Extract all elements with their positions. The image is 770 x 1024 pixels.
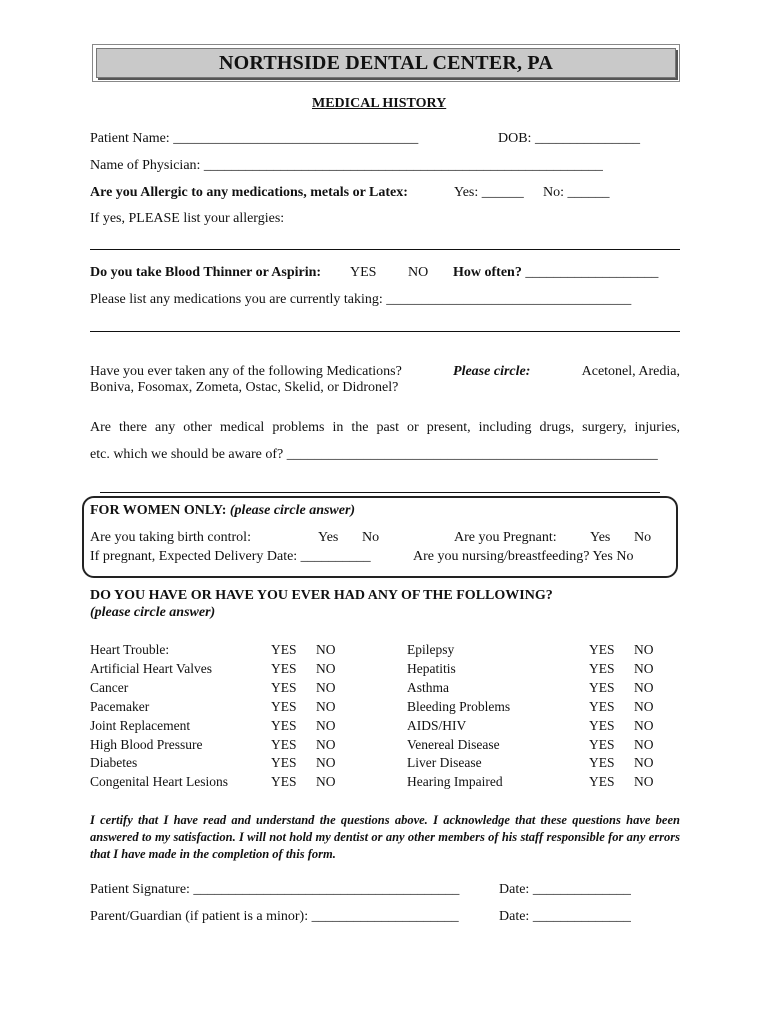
condition-no[interactable]: NO [316, 755, 336, 771]
women-only-heading [90, 503, 355, 519]
condition-label: Bleeding Problems [407, 698, 511, 714]
condition-yes[interactable]: YES [589, 717, 615, 733]
blood-thinner-no[interactable]: NO [408, 265, 429, 280]
condition-no[interactable]: NO [316, 660, 336, 676]
condition-label: Epilepsy [407, 642, 455, 657]
condition-yes[interactable]: YES [589, 736, 615, 752]
condition-yes[interactable]: YES [589, 774, 615, 790]
condition-yes[interactable]: YES [589, 679, 615, 695]
medications-options-2[interactable]: Boniva, Fosomax, Zometa, Ostac, Skelid, or Didronel? [90, 380, 399, 395]
allergy-question: Are you Allergic to any medications, metals or Latex: [90, 185, 408, 200]
condition-yes[interactable]: YES [589, 755, 615, 771]
condition-label: Asthma [407, 679, 449, 695]
medications-question-text: Have you ever taken any of the following Medications? [90, 364, 402, 379]
pregnant-question: Are you Pregnant: [454, 530, 557, 545]
medications-question [90, 364, 680, 380]
condition-label: Hepatitis [407, 660, 456, 676]
guardian-date-field[interactable]: Date: ______________ [499, 909, 631, 924]
allergy-list-label: If yes, PLEASE list your allergies: [90, 211, 285, 226]
form-subtitle: MEDICAL HISTORY [312, 96, 447, 111]
condition-yes[interactable]: YES [271, 642, 297, 657]
condition-no[interactable]: NO [316, 642, 336, 657]
medications-options-1[interactable]: Acetonel, Aredia, [581, 364, 680, 379]
condition-no[interactable]: NO [634, 642, 654, 657]
guardian-signature-field[interactable]: Parent/Guardian (if patient is a minor): _____________________ [90, 909, 459, 924]
condition-yes[interactable]: YES [271, 736, 297, 752]
birth-control-yes[interactable]: Yes [318, 530, 339, 545]
condition-no[interactable]: NO [634, 736, 654, 752]
certification-statement: I certify that I have read and understand the questions above. I acknowledge that these questions have been answered to my satisfaction. I will not hold my dentist or any other members of his staff responsible for any errors that I have made in the completion of this form. [90, 813, 680, 861]
birth-control-no[interactable]: No [362, 530, 380, 545]
medical-problems-field[interactable]: etc. which we should be aware of? _____________________________________________________ [90, 447, 658, 462]
condition-no[interactable]: NO [634, 698, 654, 714]
condition-no[interactable]: NO [634, 774, 654, 790]
condition-yes[interactable]: YES [271, 755, 297, 771]
condition-label: Venereal Disease [407, 736, 500, 752]
pregnant-no[interactable]: No [634, 530, 652, 545]
condition-no[interactable]: NO [634, 717, 654, 733]
condition-no[interactable]: NO [634, 755, 654, 771]
conditions-note: (please circle answer) [90, 605, 216, 620]
condition-yes[interactable]: YES [271, 717, 297, 733]
condition-label: Joint Replacement [90, 717, 191, 733]
condition-no[interactable]: NO [316, 736, 336, 752]
condition-no[interactable]: NO [634, 679, 654, 695]
current-medications-field[interactable]: Please list any medications you are currently taking: ___________________________________ [90, 292, 632, 307]
condition-label: Liver Disease [407, 755, 482, 771]
condition-label: Pacemaker [90, 698, 150, 714]
blood-thinner-question: Do you take Blood Thinner or Aspirin: [90, 265, 322, 280]
physician-field[interactable]: Name of Physician: _________________________________________________________ [90, 158, 603, 173]
medical-problems-question: Are there any other medical problems in the past or present, including drugs, surgery, injuries, [90, 420, 680, 435]
how-often-line: ___________________ [521, 265, 659, 280]
women-only-title: FOR WOMEN ONLY: [90, 503, 227, 518]
condition-no[interactable]: NO [634, 660, 654, 676]
pregnant-yes[interactable]: Yes [590, 530, 611, 545]
form-title: NORTHSIDE DENTAL CENTER, PA [96, 48, 676, 78]
condition-label: Diabetes [90, 755, 138, 771]
form-header [92, 44, 680, 82]
condition-yes[interactable]: YES [271, 774, 297, 790]
patient-signature-field[interactable]: Patient Signature: ______________________________________ [90, 882, 460, 897]
how-often-label: How often? [453, 265, 522, 280]
how-often-field[interactable] [453, 265, 658, 281]
delivery-date-field[interactable]: If pregnant, Expected Delivery Date: __________ [90, 549, 371, 564]
condition-label: Congenital Heart Lesions [90, 774, 228, 790]
patient-name-field[interactable]: Patient Name: ___________________________________ [90, 131, 419, 146]
condition-label: AIDS/HIV [407, 717, 467, 733]
condition-no[interactable]: NO [316, 679, 336, 695]
condition-label: Cancer [90, 679, 129, 695]
blood-thinner-yes[interactable]: YES [350, 265, 377, 280]
birth-control-question: Are you taking birth control: [90, 530, 251, 545]
condition-label: Hearing Impaired [407, 774, 503, 790]
allergy-list-line[interactable] [90, 249, 680, 250]
condition-no[interactable]: NO [316, 774, 336, 790]
conditions-heading: DO YOU HAVE OR HAVE YOU EVER HAD ANY OF THE FOLLOWING? [90, 588, 553, 603]
allergy-no-field[interactable]: No: ______ [543, 185, 610, 200]
condition-label: Heart Trouble: [90, 642, 170, 657]
condition-yes[interactable]: YES [271, 679, 297, 695]
condition-yes[interactable]: YES [589, 660, 615, 676]
condition-label: High Blood Pressure [90, 736, 203, 752]
condition-no[interactable]: NO [316, 717, 336, 733]
dob-field[interactable]: DOB: _______________ [498, 131, 640, 146]
women-only-note: (please circle answer) [229, 503, 356, 518]
please-circle-label: Please circle: [453, 364, 531, 379]
condition-yes[interactable]: YES [271, 660, 297, 676]
patient-date-field[interactable]: Date: ______________ [499, 882, 631, 897]
condition-yes[interactable]: YES [589, 698, 615, 714]
condition-no[interactable]: NO [316, 698, 336, 714]
condition-yes[interactable]: YES [271, 698, 297, 714]
allergy-yes-field[interactable]: Yes: ______ [454, 185, 524, 200]
medications-line[interactable] [90, 331, 680, 332]
condition-yes[interactable]: YES [589, 642, 615, 657]
women-box-top-rule [100, 492, 660, 493]
nursing-question[interactable]: Are you nursing/breastfeeding? Yes No [413, 549, 634, 564]
condition-label: Artificial Heart Valves [90, 660, 212, 676]
